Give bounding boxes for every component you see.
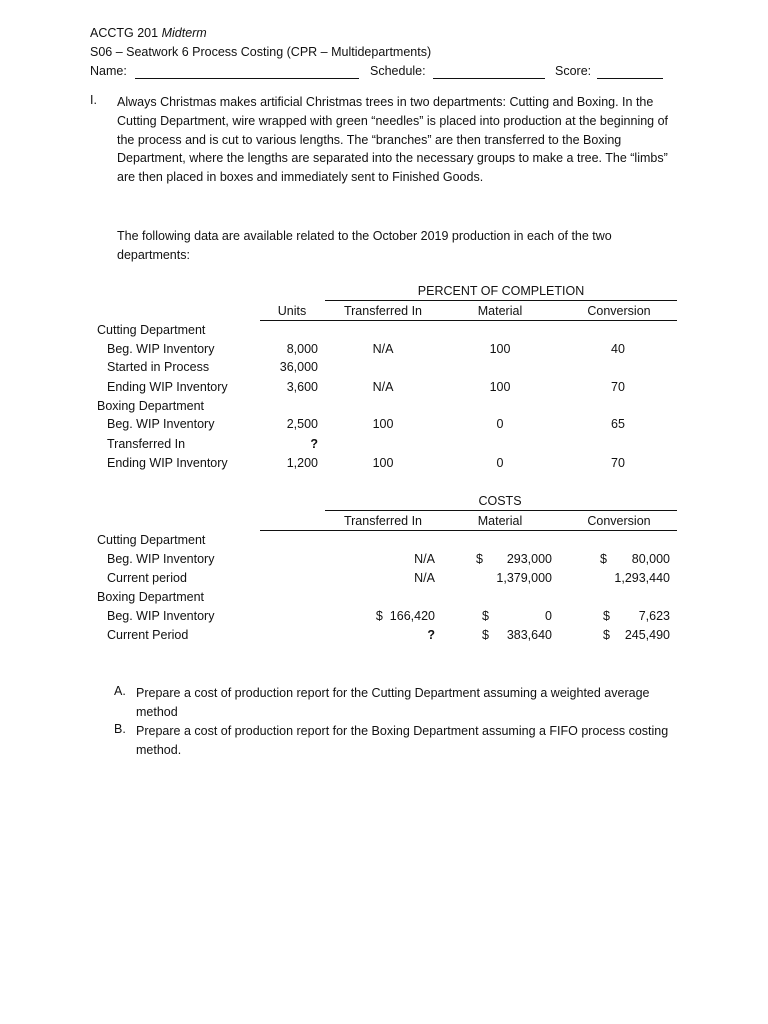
cost-row-conv: 1,293,440	[614, 571, 670, 585]
boxing-dept-title: Boxing Department	[97, 399, 205, 413]
cost-row-label: Beg. WIP Inventory	[107, 609, 215, 623]
row-label: Started in Process	[107, 360, 210, 374]
row-ti: N/A	[372, 342, 394, 356]
row-label: Ending WIP Inventory	[107, 380, 228, 394]
name-label: Name:	[90, 64, 127, 78]
problem-number: I.	[90, 93, 97, 107]
data-intro: The following data are available related to the October 2019 production in each of the two departments:	[117, 229, 612, 262]
cost-row-mat-symbol: $	[476, 552, 483, 566]
costs-col-conversion: Conversion	[587, 514, 651, 528]
row-units: 36,000	[279, 360, 318, 374]
exam-type: Midterm	[161, 26, 207, 40]
col-transferred-in: Transferred In	[343, 304, 423, 318]
cost-row-label: Beg. WIP Inventory	[107, 552, 215, 566]
cost-row-mat-symbol: $	[482, 628, 489, 642]
cost-row-label: Current Period	[107, 628, 189, 642]
schedule-label: Schedule:	[370, 64, 426, 78]
row-ti: N/A	[372, 380, 394, 394]
completion-group-header: PERCENT OF COMPLETION	[417, 284, 585, 298]
row-conv: 65	[611, 417, 625, 431]
cutting-dept-title: Cutting Department	[97, 323, 206, 337]
cost-row-ti: N/A	[414, 552, 435, 566]
col-material: Material	[477, 304, 523, 318]
cost-row-conv: 7,623	[638, 609, 670, 623]
row-mat: 0	[496, 417, 504, 431]
row-conv: 40	[611, 342, 625, 356]
row-ti: 100	[372, 417, 394, 431]
problem-text: Always Christmas makes artificial Christmas trees in two departments: Cutting and Boxing. In the Cutting Department, wire wrapped with green “needles” is placed into production at the beginning of the process and is cut to various lengths. The “branches” are then transferred to the Boxing Department, where the lengths are separated into the necessary groups to make a tree. The “limbs” are then placed in boxes and immediately sent to Finished Goods.	[117, 95, 669, 185]
costs-group-header: COSTS	[478, 494, 522, 508]
cost-row-mat: 293,000	[506, 552, 552, 566]
row-label: Beg. WIP Inventory	[107, 342, 215, 356]
cost-row-conv-symbol: $	[603, 609, 610, 623]
costs-group-rule	[325, 510, 677, 511]
row-mat: 100	[489, 342, 511, 356]
cost-row-label: Current period	[107, 571, 187, 585]
seatwork-title: S06 – Seatwork 6 Process Costing (CPR – Multidepartments)	[90, 45, 432, 59]
costs-col-transferred-in: Transferred In	[343, 514, 423, 528]
row-units: ?	[310, 437, 318, 451]
instruction-letter: B.	[114, 722, 126, 736]
cost-row-ti: $ 166,420	[375, 609, 435, 623]
cost-row-conv-symbol: $	[600, 552, 607, 566]
row-units: 1,200	[286, 456, 318, 470]
row-units: 2,500	[286, 417, 318, 431]
score-label: Score:	[555, 64, 592, 78]
course-code: ACCTG 201	[90, 26, 159, 40]
cost-row-conv: 245,490	[624, 628, 670, 642]
row-label: Ending WIP Inventory	[107, 456, 228, 470]
row-label: Transferred In	[107, 437, 186, 451]
cost-row-conv-symbol: $	[603, 628, 610, 642]
cost-row-mat: 1,379,000	[496, 571, 552, 585]
cost-row-ti: N/A	[414, 571, 435, 585]
costs-cutting-title: Cutting Department	[97, 533, 206, 547]
row-label: Beg. WIP Inventory	[107, 417, 215, 431]
completion-group-rule	[325, 300, 677, 301]
costs-col-material: Material	[477, 514, 523, 528]
cost-row-mat: 383,640	[506, 628, 552, 642]
col-units: Units	[277, 304, 307, 318]
instruction-text: Prepare a cost of production report for the Cutting Department assuming a weighted average method	[136, 686, 650, 719]
row-mat: 100	[489, 380, 511, 394]
col-conversion: Conversion	[587, 304, 651, 318]
row-ti: 100	[372, 456, 394, 470]
completion-header-rule	[260, 320, 677, 321]
score-field[interactable]	[597, 78, 663, 79]
schedule-field[interactable]	[433, 78, 545, 79]
cost-row-mat: 0	[545, 609, 552, 623]
name-field[interactable]	[135, 78, 359, 79]
row-conv: 70	[611, 456, 625, 470]
course-title	[90, 26, 207, 40]
costs-boxing-title: Boxing Department	[97, 590, 205, 604]
cost-row-ti: ?	[427, 628, 435, 642]
row-units: 8,000	[286, 342, 318, 356]
instruction-letter: A.	[114, 684, 126, 698]
row-conv: 70	[611, 380, 625, 394]
cost-row-mat-symbol: $	[482, 609, 489, 623]
instruction-text: Prepare a cost of production report for the Boxing Department assuming a FIFO process costing method.	[136, 724, 669, 757]
costs-header-rule	[260, 530, 677, 531]
row-mat: 0	[496, 456, 504, 470]
row-units: 3,600	[286, 380, 318, 394]
cost-row-conv: 80,000	[631, 552, 670, 566]
